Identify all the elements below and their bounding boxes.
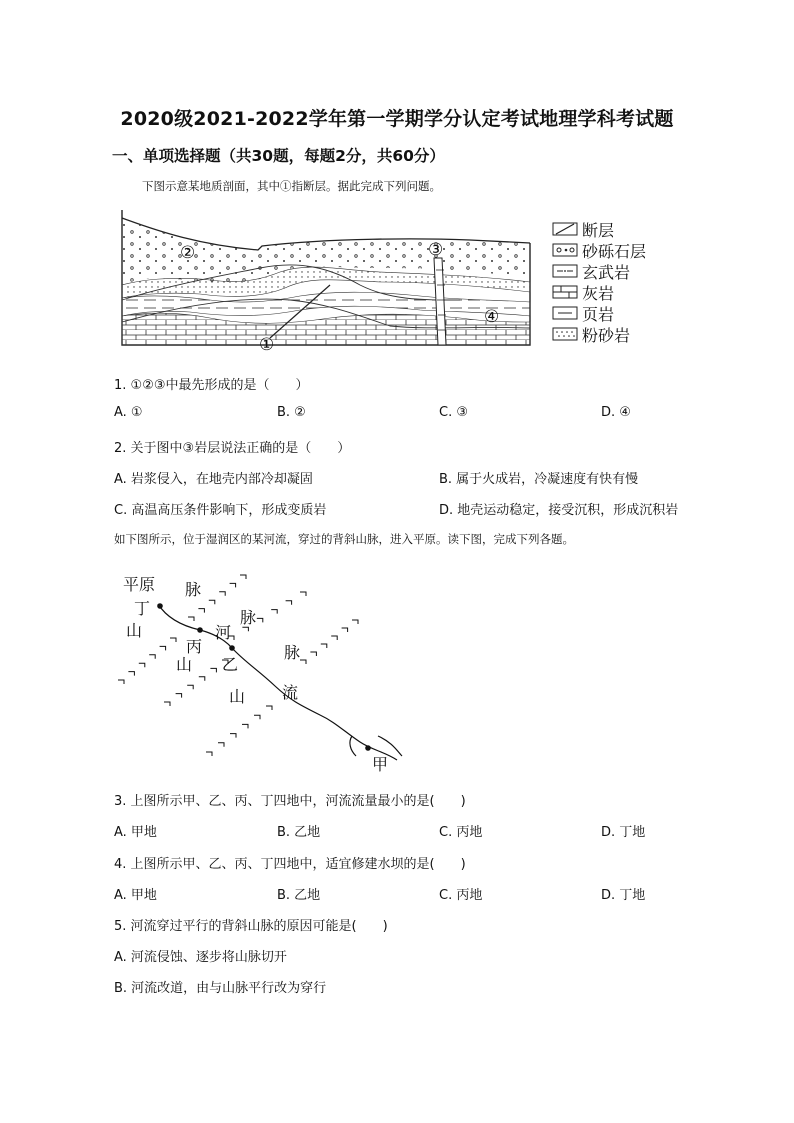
anticline-tick-icon [209, 600, 215, 604]
anticline-tick-icon [342, 628, 348, 632]
q5-option-a[interactable]: A. 河流侵蚀、逐步将山脉切开 [114, 950, 287, 965]
section-heading: 一、单项选择题（共30题，每题2分，共60分） [112, 147, 445, 165]
q1-option-d[interactable]: D. ④ [601, 405, 631, 420]
label-river: 流 [282, 683, 299, 702]
legend-label: 粉砂岩 [582, 326, 631, 345]
q2-option-d[interactable]: D. 地壳运动稳定，接受沉积，形成沉积岩 [439, 503, 679, 518]
anticline-tick-icon [230, 734, 236, 738]
question-2-stem: 2. 关于图中③岩层说法正确的是（ ） [114, 441, 351, 456]
anticline-tick-icon [198, 609, 204, 613]
q5-option-b[interactable]: B. 河流改道，由与山脉平行改为穿行 [114, 981, 327, 996]
q3-option-a[interactable]: A. 甲地 [114, 825, 157, 840]
anticline-tick-icon [176, 694, 182, 698]
legend-label: 玄武岩 [582, 263, 631, 282]
label-jia: 甲 [372, 755, 389, 774]
legend-label: 灰岩 [582, 284, 615, 303]
q2-option-b[interactable]: B. 属于火成岩，冷凝速度有快有慢 [439, 472, 639, 487]
anticline-tick-icon [257, 618, 263, 622]
label-ding: 丁 [134, 599, 151, 618]
anticline-tick-icon [187, 685, 193, 689]
question-5-stem: 5. 河流穿过平行的背斜山脉的原因可能是( ) [114, 919, 388, 934]
label-yi: 乙 [222, 655, 239, 674]
q1-option-a[interactable]: A. ① [114, 405, 143, 420]
point-bing [197, 627, 203, 633]
label-bing: 丙 [186, 637, 203, 656]
question-4-stem: 4. 上图所示甲、乙、丙、丁四地中，适宜修建水坝的是( ) [114, 857, 466, 872]
label-range: 脉 [240, 608, 257, 627]
label-mountain: 山 [126, 621, 143, 640]
q4-option-a[interactable]: A. 甲地 [114, 888, 157, 903]
intro-text-1: 下图示意某地质剖面，其中①指断层。据此完成下列问题。 [142, 179, 441, 193]
q4-option-d[interactable]: D. 丁地 [601, 888, 646, 903]
anticline-tick-icon [139, 663, 145, 667]
label-range: 脉 [185, 580, 202, 599]
anticline-tick-icon [331, 636, 337, 640]
anticline-tick-icon [310, 652, 316, 656]
anticline-tick-icon [321, 644, 327, 648]
anticline-tick-icon [164, 702, 170, 706]
q2-option-a[interactable]: A. 岩浆侵入，在地壳内部冷却凝固 [114, 472, 313, 487]
anticline-tick-icon [266, 706, 272, 710]
q1-option-b[interactable]: B. ② [277, 405, 306, 420]
point-ding [157, 603, 163, 609]
q3-option-d[interactable]: D. 丁地 [601, 825, 646, 840]
question-1-stem: 1. ①②③中最先形成的是（ ） [114, 378, 309, 393]
anticline-tick-icon [160, 646, 166, 650]
legend-label: 页岩 [582, 305, 615, 324]
label-circle-2: ② [180, 243, 196, 263]
q4-option-b[interactable]: B. 乙地 [277, 888, 321, 903]
anticline-tick-icon [210, 668, 216, 672]
label-range: 脉 [284, 643, 301, 662]
anticline-tick-icon [300, 660, 306, 664]
anticline-tick-icon [240, 575, 246, 579]
anticline-tick-icon [271, 610, 277, 614]
anticline-tick-icon [128, 672, 134, 676]
legend-label: 砂砾石层 [582, 242, 647, 261]
legend-label: 断层 [582, 221, 615, 240]
q4-option-c[interactable]: C. 丙地 [439, 888, 483, 903]
label-circle-4: ④ [484, 307, 500, 327]
page-title: 2020级2021-2022学年第一学期学分认定考试地理学科考试题 [120, 108, 674, 130]
anticline-tick-icon [300, 592, 306, 596]
label-circle-3: ③ [428, 240, 444, 260]
label-plain: 平原 [123, 575, 156, 594]
anticline-tick-icon [219, 592, 225, 596]
label-mountain: 山 [176, 655, 193, 674]
anticline-tick-icon [149, 655, 155, 659]
anticline-tick-icon [170, 638, 176, 642]
anticline-tick-icon [254, 715, 260, 719]
anticline-tick-icon [118, 680, 124, 684]
q2-option-c[interactable]: C. 高温高压条件影响下，形成变质岩 [114, 503, 327, 518]
q1-option-c[interactable]: C. ③ [439, 405, 468, 420]
label-circle-1: ① [259, 335, 275, 355]
q3-option-b[interactable]: B. 乙地 [277, 825, 321, 840]
anticline-tick-icon [230, 583, 236, 587]
anticline-tick-icon [199, 677, 205, 681]
intro-text-2: 如下图所示，位于湿润区的某河流，穿过的背斜山脉，进入平原。读下图，完成下列各题。 [114, 532, 574, 546]
anticline-tick-icon [188, 617, 194, 621]
anticline-tick-icon [352, 620, 358, 624]
anticline-tick-icon [206, 752, 212, 756]
anticline-tick-icon [286, 601, 292, 605]
point-jia [365, 745, 371, 751]
anticline-tick-icon [242, 724, 248, 728]
anticline-tick-icon [218, 743, 224, 747]
point-yi [229, 645, 235, 651]
question-3-stem: 3. 上图所示甲、乙、丙、丁四地中，河流流量最小的是( ) [114, 794, 466, 809]
label-mountain: 山 [229, 687, 246, 706]
q3-option-c[interactable]: C. 丙地 [439, 825, 483, 840]
label-river: 河 [215, 623, 232, 642]
